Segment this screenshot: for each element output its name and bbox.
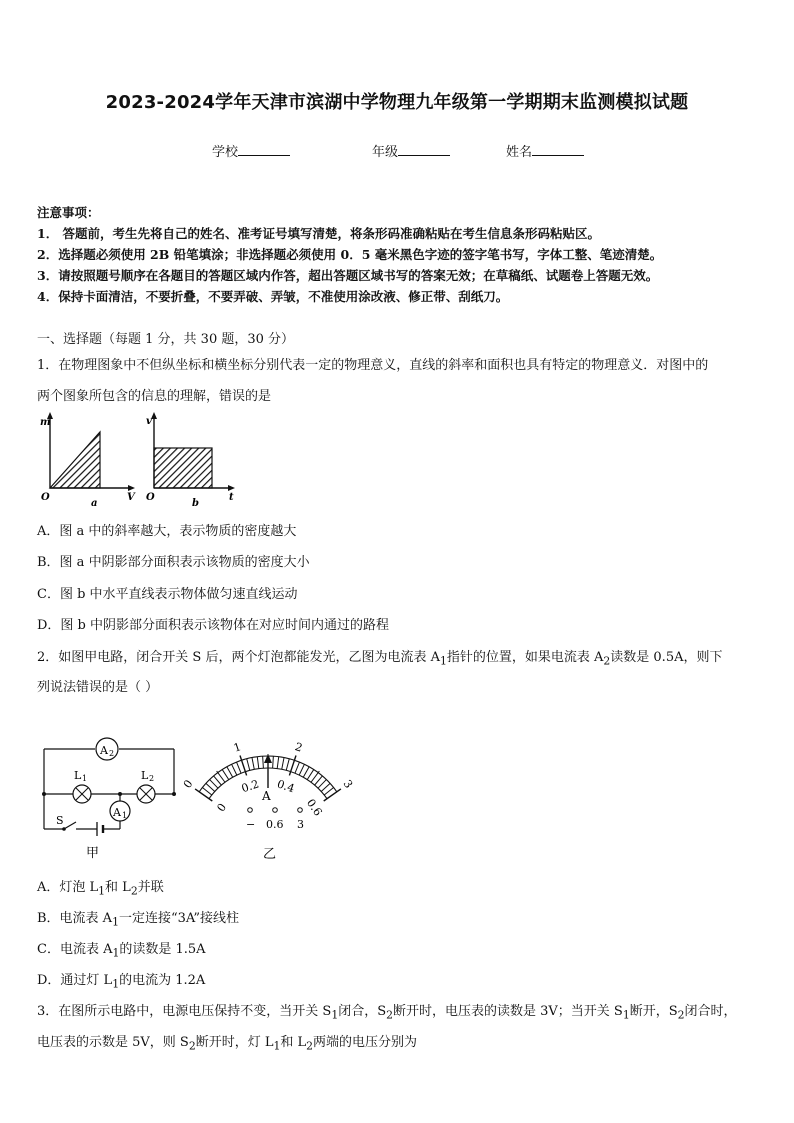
option-text: 并联 <box>137 880 164 895</box>
q2-option-c[interactable] <box>37 938 206 960</box>
option-text: 的电流为 1.2A <box>119 973 206 988</box>
graph-a-xlabel: V <box>127 492 135 503</box>
dial-tick <box>273 756 274 768</box>
dial-tick <box>299 764 304 775</box>
q3-text: 两端的电压分别为 <box>313 1035 418 1050</box>
graph-b-origin: O <box>146 492 155 503</box>
q2-option-d[interactable] <box>37 969 205 991</box>
grade-label: 年级 <box>372 145 399 160</box>
grade-blank[interactable] <box>398 143 450 156</box>
svg-text:L: L <box>74 769 82 782</box>
exam-title: 2023-2024学年天津市滨湖中学物理九年级第一学期期末监测模拟试题 <box>105 92 689 113</box>
q3-text: 和 L <box>280 1035 307 1050</box>
graph-a-shaded-region <box>50 432 100 488</box>
graph-a-ylabel: m <box>40 417 51 428</box>
terminal-dot <box>298 808 303 813</box>
school-field[interactable] <box>212 141 290 160</box>
dial-tick <box>295 762 299 773</box>
school-label: 学校 <box>212 145 239 160</box>
q3-text: 闭合时， <box>684 1004 737 1019</box>
q2-stem-line1 <box>37 646 722 668</box>
junction-dot <box>118 792 122 796</box>
graph-a-x-arrow <box>128 485 135 491</box>
q3-stem-line1 <box>37 1000 737 1022</box>
q3-text: 闭合，S <box>338 1004 387 1019</box>
terminal-dot <box>273 808 278 813</box>
q2-option-b[interactable] <box>37 907 239 929</box>
graph-b-caption: b <box>192 498 199 509</box>
dial-tick <box>222 770 229 780</box>
note-item: 1． 答题前，考生先将自己的姓名、准考证号填写清楚，将条形码准确粘贴在考生信息条形码粘贴区。 <box>37 226 601 241</box>
option-text: D．通过灯 L <box>37 973 113 988</box>
meter-needle <box>264 754 272 788</box>
dial-tick <box>286 759 289 771</box>
lamp-l2 <box>137 769 155 803</box>
subscript: 2 <box>130 884 138 898</box>
dial-tick <box>318 780 326 789</box>
subscript: 2 <box>677 1008 685 1022</box>
q2-circuit-figure <box>36 734 186 862</box>
ammeter-a1 <box>110 801 130 821</box>
dial-tick <box>227 767 233 777</box>
option-text: B．电流表 A <box>37 911 113 926</box>
subscript: 1 <box>439 654 447 668</box>
svg-text:L: L <box>141 769 149 782</box>
subscript: 1 <box>112 946 120 960</box>
subscript: 2 <box>306 1039 314 1053</box>
section-heading: 一、选择题（每题 1 分，共 30 题，30 分） <box>37 332 295 347</box>
terminal-dot <box>248 808 253 813</box>
dial-tick <box>195 789 212 801</box>
graph-a-origin: O <box>41 492 50 503</box>
meter-caption: 乙 <box>263 847 277 862</box>
q2-ammeter-dial-figure <box>178 716 360 864</box>
option-text: 一定连接“3A”接线柱 <box>118 911 240 926</box>
subscript: 1 <box>622 1008 630 1022</box>
option-text: A．灯泡 L <box>37 880 99 895</box>
graph-b-shaded-region <box>154 448 212 488</box>
q2-text: 读数是 0.5A，则下 <box>610 650 723 665</box>
dial-inner-label: 0.6 <box>303 796 325 819</box>
dial-tick <box>214 776 222 785</box>
subscript: 1 <box>273 1039 281 1053</box>
dial-tick <box>321 783 330 791</box>
junction-dot <box>42 792 46 796</box>
svg-text:S: S <box>56 814 64 827</box>
graph-b-y-arrow <box>151 412 157 419</box>
graph-b-x-arrow <box>228 485 235 491</box>
meter-unit: A <box>262 789 271 803</box>
dial-outer-label: 3 <box>340 777 356 791</box>
svg-text:2: 2 <box>149 774 155 783</box>
dial-tick <box>307 770 314 780</box>
q1-option-a[interactable]: A．图 a 中的斜率越大，表示物质的密度越大 <box>37 524 297 539</box>
q1-option-d[interactable]: D．图 b 中阴影部分面积表示该物体在对应时间内通过的路程 <box>37 618 390 633</box>
q1-option-c[interactable]: C．图 b 中水平直线表示物体做匀速直线运动 <box>37 587 298 602</box>
name-blank[interactable] <box>532 143 584 156</box>
q3-text: 断开时，电压表的读数是 3V；当开关 S <box>393 1004 623 1019</box>
dial-outer-label: 1 <box>231 740 243 755</box>
dial-tick <box>263 756 264 768</box>
svg-text:1: 1 <box>82 774 88 783</box>
q1-option-b[interactable]: B．图 a 中阴影部分面积表示该物质的密度大小 <box>37 555 310 570</box>
q3-text: 断开，S <box>629 1004 678 1019</box>
graph-a-caption: a <box>91 498 98 509</box>
dial-tick <box>324 788 333 795</box>
subscript: 2 <box>188 1039 196 1053</box>
svg-text:1: 1 <box>122 811 128 820</box>
graph-b-ylabel: v <box>146 416 152 427</box>
name-field[interactable] <box>506 141 584 160</box>
option-text: 的读数是 1.5A <box>119 942 206 957</box>
subscript: 2 <box>386 1008 393 1022</box>
dial-tick <box>202 788 211 795</box>
note-item: 3．请按照题号顺序在各题目的答题区域内作答，超出答题区域书写的答案无效；在草稿纸、试题卷上答题无效。 <box>37 268 659 283</box>
dial-tick <box>277 757 279 769</box>
dial-outer-label: 2 <box>293 740 305 755</box>
dial-tick <box>206 783 215 791</box>
svg-text:A: A <box>113 806 121 819</box>
q3-text: 电压表的示数是 5V，则 S <box>37 1035 189 1050</box>
terminal-label: 3 <box>297 818 304 831</box>
junction-dot <box>172 792 176 796</box>
dial-tick <box>282 758 284 770</box>
q2-text: 指针的位置，如果电流表 A <box>446 650 604 665</box>
subscript: 2 <box>603 654 611 668</box>
subscript: 1 <box>331 1008 339 1022</box>
dial-tick <box>252 758 254 770</box>
subscript: 1 <box>112 915 119 929</box>
q1-stem-line1: 1．在物理图象中不但纵坐标和横坐标分别代表一定的物理意义，直线的斜率和面积也具有特定的物理意义．对图中的 <box>37 358 709 373</box>
note-item: 4．保持卡面清洁，不要折叠，不要弄破、弄皱，不准使用涂改液、修正带、刮纸刀。 <box>37 289 509 304</box>
option-text: 和 L <box>105 880 131 895</box>
dial-tick <box>257 757 259 769</box>
dial-tick <box>324 789 341 801</box>
school-blank[interactable] <box>238 143 290 156</box>
grade-field[interactable] <box>372 141 450 160</box>
dial-outer-label: 0 <box>180 777 196 791</box>
lamp-l1 <box>73 769 91 803</box>
q2-option-a[interactable] <box>37 876 164 898</box>
dial-inner-label: 0.2 <box>239 777 261 796</box>
terminal-label: − <box>246 818 256 831</box>
svg-text:A: A <box>100 744 108 757</box>
graph-b-xlabel: t <box>229 492 234 503</box>
q2-text: 2．如图甲电路，闭合开关 S 后，两个灯泡都能发光，乙图为电流表 A <box>37 650 440 665</box>
notes-heading: 注意事项： <box>37 205 100 220</box>
dial-inner-label: 0 <box>214 800 230 815</box>
dial-tick <box>315 776 323 785</box>
dial-inner-label: 0.4 <box>275 777 297 796</box>
q3-text: 3．在图所示电路中，电源电压保持不变，当开关 S <box>37 1004 332 1019</box>
graph-a <box>40 412 136 509</box>
switch-s <box>56 814 76 831</box>
dial-tick <box>303 767 309 777</box>
q3-text: 断开时，灯 L <box>195 1035 274 1050</box>
dial-tick <box>237 762 241 773</box>
terminal-label: 0.6 <box>266 818 284 831</box>
dial-tick <box>232 764 237 775</box>
q1-stem-line2: 两个图象所包含的信息的理解，错误的是 <box>37 389 272 404</box>
subscript: 1 <box>98 884 106 898</box>
subscript: 1 <box>112 977 120 991</box>
dial-tick <box>210 780 218 789</box>
name-label: 姓名 <box>506 145 533 160</box>
dial-tick <box>247 759 250 771</box>
svg-text:2: 2 <box>109 749 115 758</box>
q3-stem-line2 <box>37 1031 417 1053</box>
graph-b <box>146 412 235 509</box>
q2-stem-line2: 列说法错误的是（ ） <box>37 680 159 695</box>
option-text: C．电流表 A <box>37 942 113 957</box>
q1-graphs-figure <box>36 412 246 512</box>
ammeter-a2 <box>96 738 118 760</box>
battery <box>97 822 103 836</box>
circuit-caption: 甲 <box>86 846 100 861</box>
note-item: 2．选择题必须使用 2B 铅笔填涂；非选择题必须使用 0．5 毫米黑色字迹的签字笔书写，字体工整、笔迹清楚。 <box>37 247 663 262</box>
